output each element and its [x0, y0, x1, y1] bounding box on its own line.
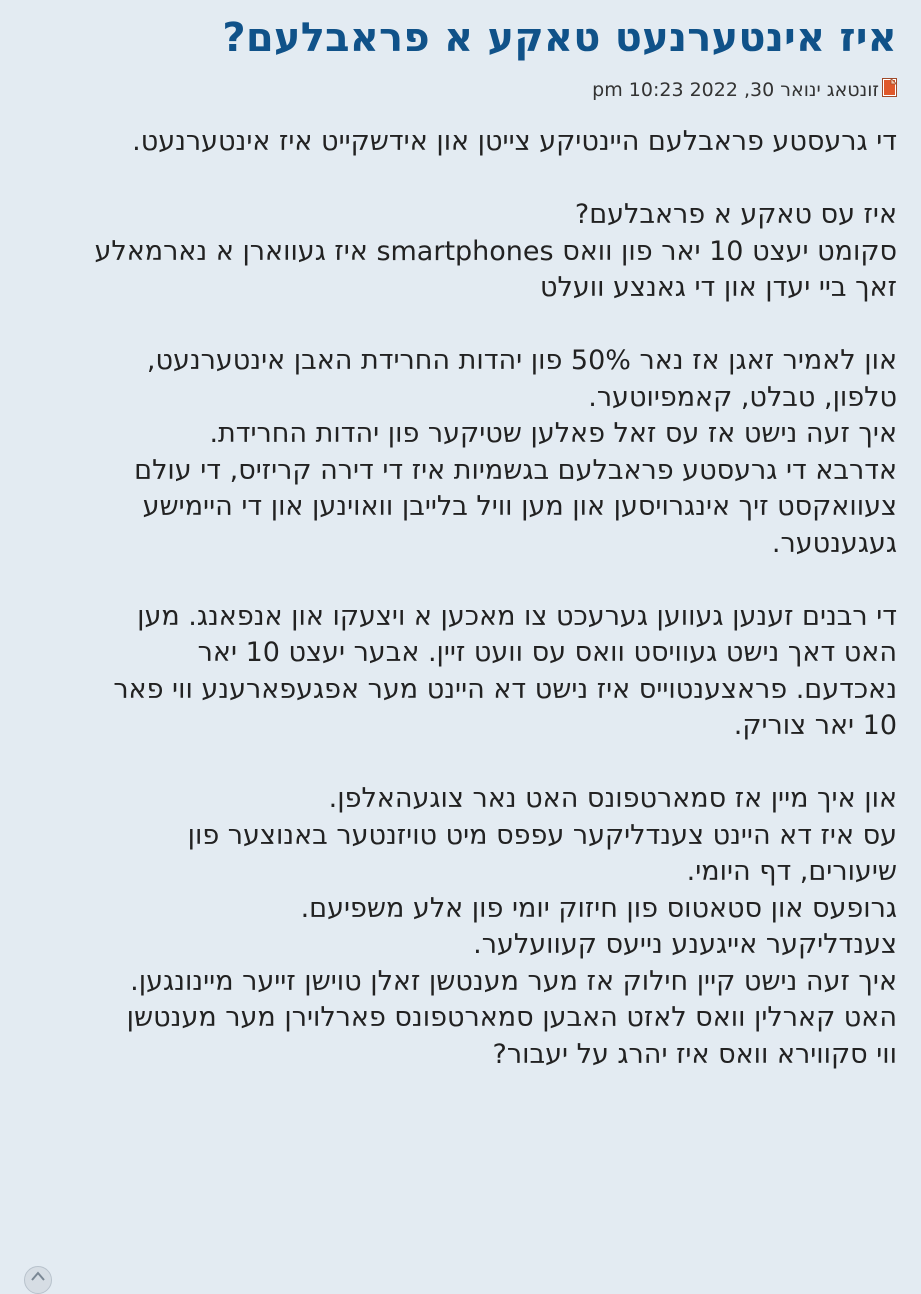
post-text-line: האט קארלין וואס לאזט האבען סמארטפונס פארלוירן מער מענטשן	[126, 1002, 897, 1033]
post-text-line: סקומט יעצט 10 יאר פון וואס smartphones איז געווארן א נארמאלע	[94, 235, 897, 267]
post-paragraph	[20, 124, 897, 161]
post-text-line: ווי סקווירא וואס איז יהרג על יעבור?	[492, 1038, 897, 1070]
post-text-line: איך זעה נישט אז עס זאל פאלען שטיקער פון יהדות החרידת.	[209, 418, 897, 449]
post-paragraph	[20, 599, 897, 745]
post-text-line: 10 יאר צוריק.	[733, 710, 897, 741]
post-paragraph	[20, 781, 897, 1073]
post-text-line: צענדליקער אייגענע נייעס קעוועלער.	[473, 929, 897, 960]
post-text-line: איך זעה נישט קיין חילוק אז מער מענטשן זאלן טוישן זייער מיינונגען.	[130, 965, 897, 997]
post-text-line: און לאמיר זאגן אז נאר 50% פון יהדות החרידת האבן אינטערנעט,	[146, 345, 897, 376]
post-text-line: שיעורים, דף היומי.	[686, 856, 897, 887]
post-text-line: און איך מיין אז סמארטפונס האט נאר צוגעהאלפן.	[328, 783, 897, 814]
post-text-line: עס איז דא היינט צענדליקער עפפס מיט טויזנטער באנוצער פון	[187, 819, 897, 851]
post-text-line: צעוואקסט זיך אינגרויסען און מען וויל בלייבן וואוינען און די היימישע	[142, 491, 897, 522]
post-text-line: טלפון, טבלט, קאמפיוטער.	[588, 381, 897, 413]
post-date: זונטאג ינואר 30, 2022 10:23 pm	[592, 79, 879, 101]
post-meta	[20, 76, 897, 104]
scroll-to-top-button[interactable]	[24, 1266, 52, 1294]
post-text-line: איז עס טאקע א פראבלעם?	[574, 199, 897, 230]
post-text-line: זאך ביי יעדן און די גאנצע וועלט	[539, 272, 897, 303]
post-paragraph	[20, 197, 897, 307]
post-text-line: גרופעס און סטאטוס פון חיזוק יומי פון אלע משפיעם.	[300, 892, 897, 924]
post-text-line: האט דאך נישט געוויסט וואס עס וועט זיין. אבער יעצט 10 יאר	[197, 637, 897, 668]
post-text-line: די רבנים זענען געווען גערעכט צו מאכען א ויצעקו און אנפאנג. מען	[137, 600, 897, 632]
post-text-line: די גרעסטע פראבלעם היינטיקע צייטן און אידשקייט איז אינטערנעט.	[132, 126, 897, 157]
post-text-line: געגענטער.	[771, 527, 897, 559]
post-file-icon[interactable]	[882, 77, 897, 96]
post-paragraph	[20, 343, 897, 562]
post-content	[20, 124, 897, 1073]
post-title[interactable]: איז אינטערנעט טאקע א פראבלעם?	[222, 15, 897, 61]
post-text-line: אדרבא די גרעסטע פראבלעם בגשמיות איז די דירה קריזיס, די עולם	[134, 454, 897, 486]
post-text-line: נאכדעם. פראצענטוייס איז נישט דא היינט מער אפגעפארענע ווי פאר	[113, 673, 897, 705]
